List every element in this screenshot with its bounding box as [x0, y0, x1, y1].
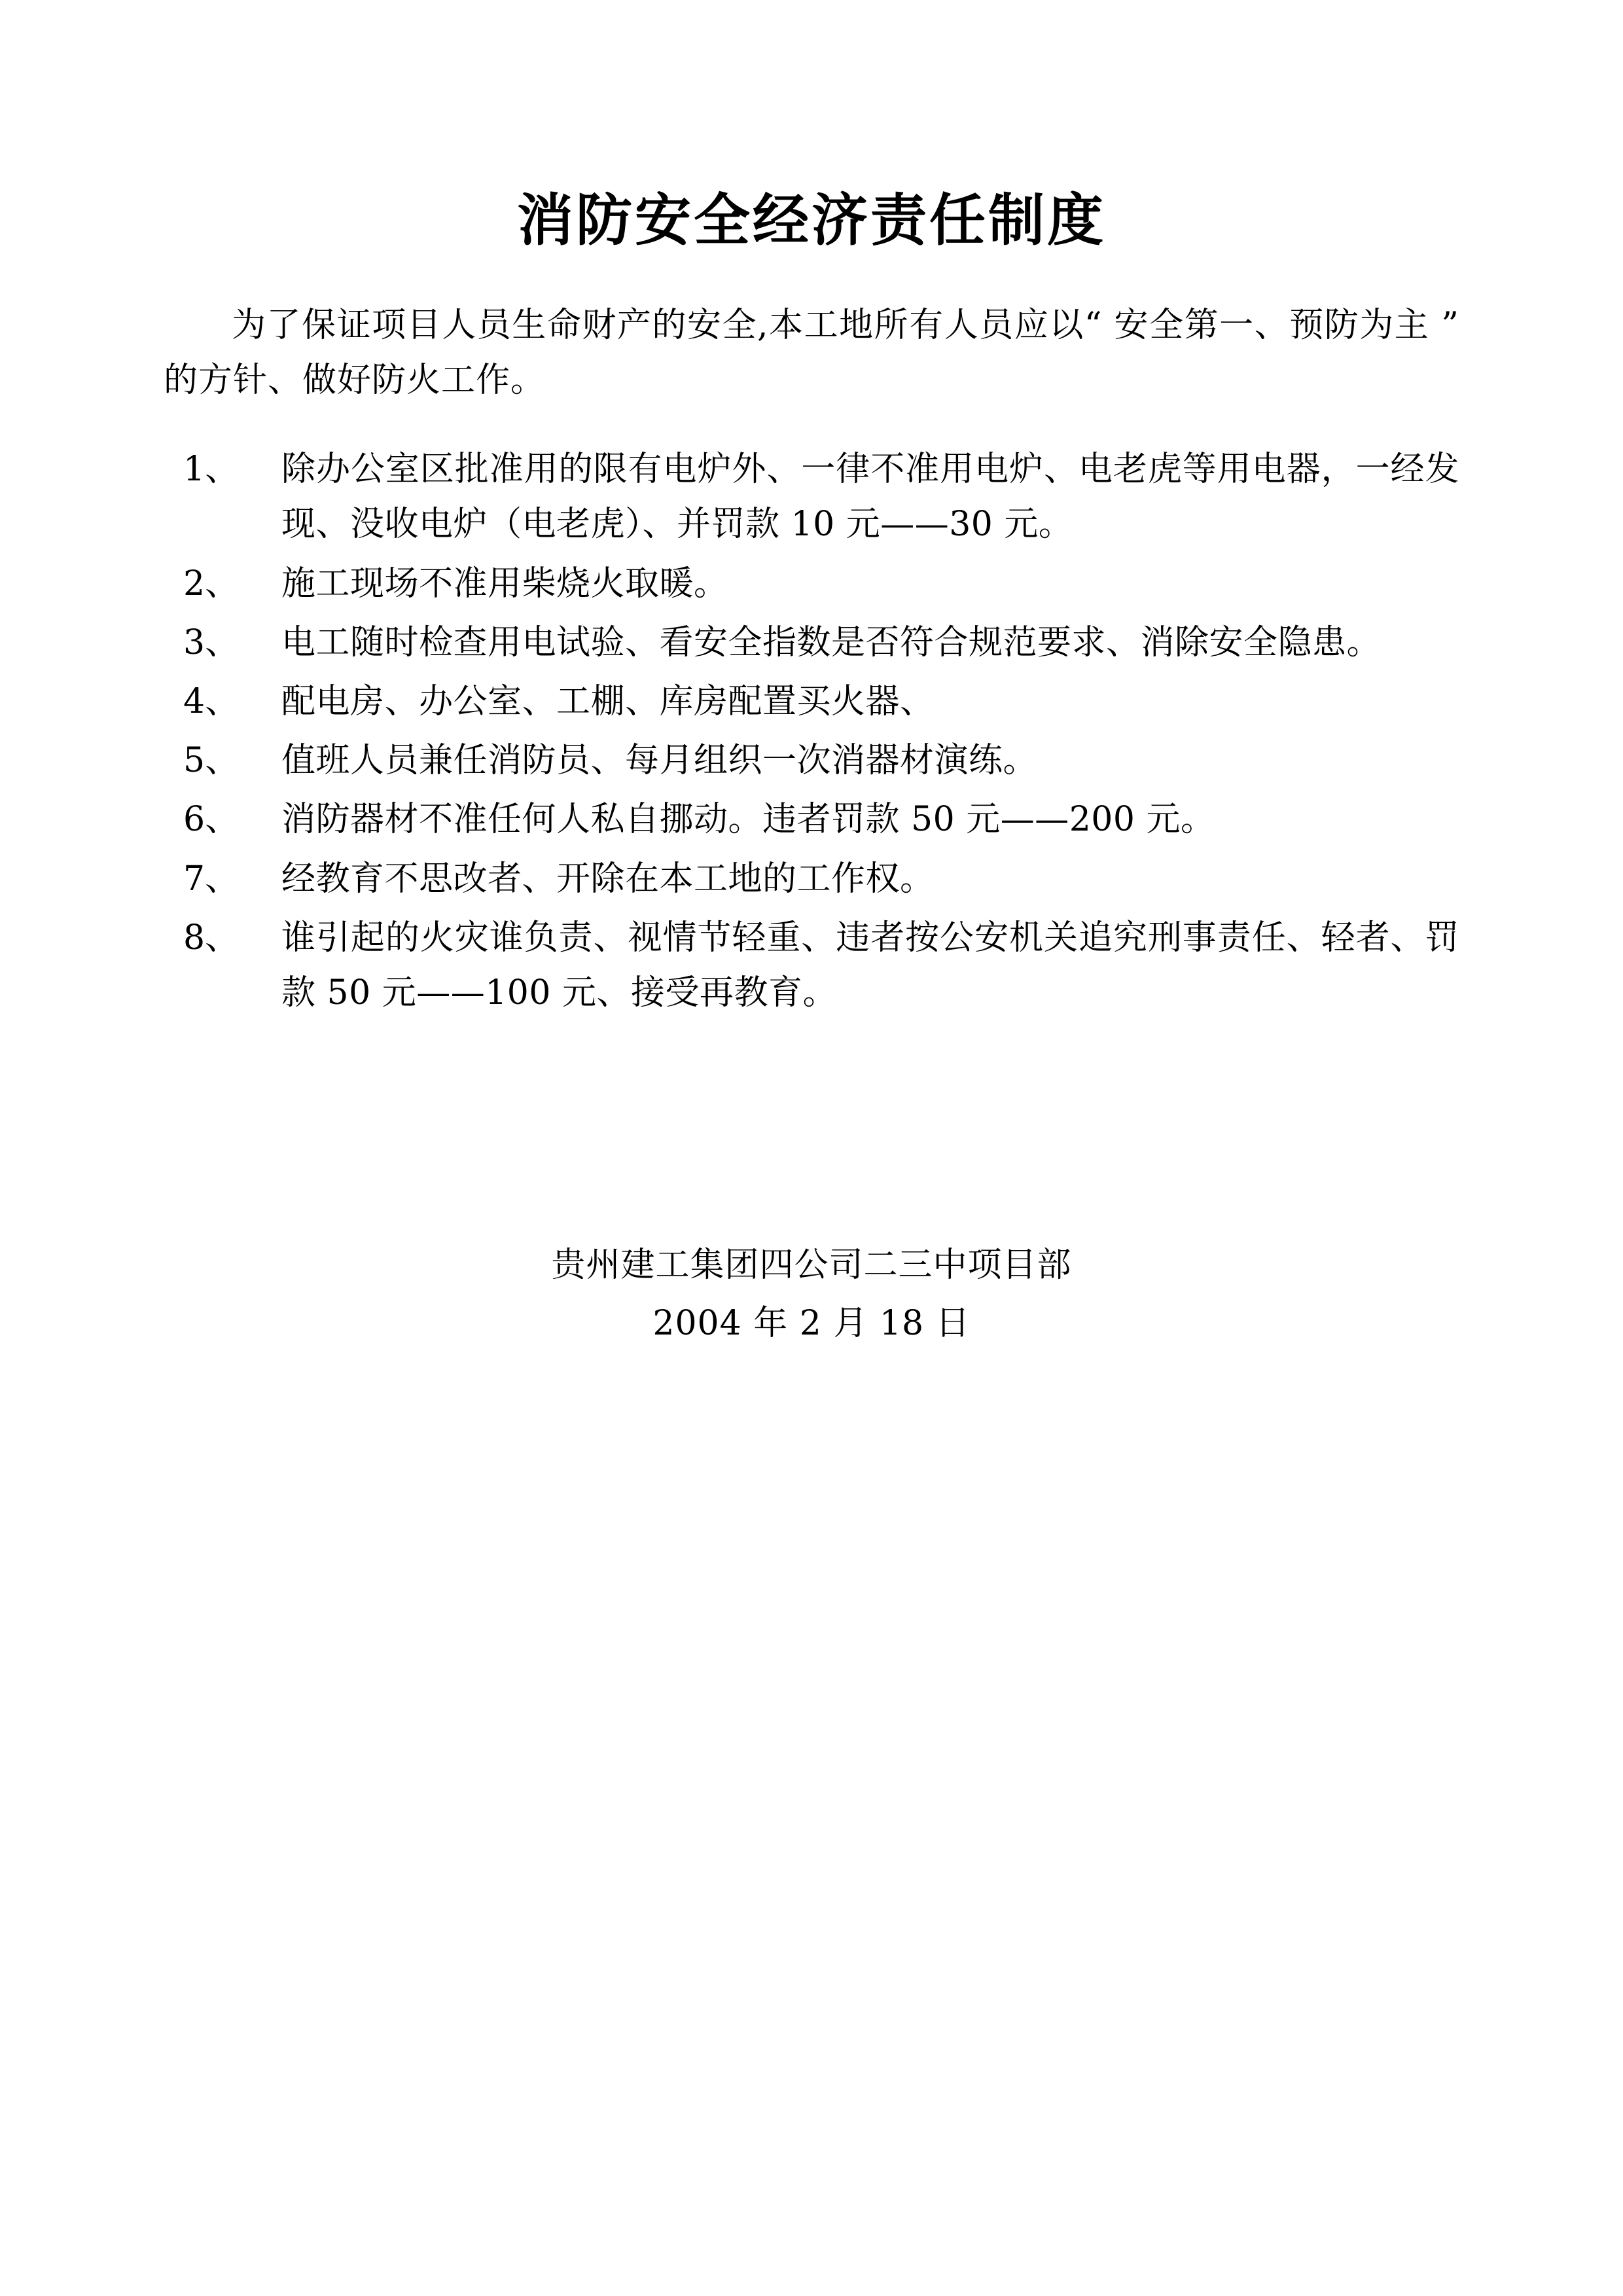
- document-content: [164, 0, 1459, 1352]
- intro-paragraph: 为了保证项目人员生命财产的安全,本工地所有人员应以“ 安全第一、预防为主 ” 的方针、做好防火工作。: [164, 305, 1459, 400]
- list-item: [164, 733, 1459, 788]
- list-item: [164, 556, 1459, 611]
- rule-text: 消防器材不准任何人私自挪动。违者罚款 50 元——200 元。: [281, 800, 1215, 840]
- list-item: [164, 615, 1459, 670]
- rule-text: 谁引起的火灾谁负责、视情节轻重、违者按公安机关追究刑事责任、轻者、罚款 50 元——100 元、接受再教育。: [281, 918, 1459, 1013]
- list-item: [164, 852, 1459, 906]
- list-item: [164, 910, 1459, 1020]
- list-item: [164, 442, 1459, 552]
- rule-number: 5、: [183, 741, 240, 781]
- rule-number: 2、: [183, 564, 240, 603]
- rule-number: 1、: [183, 450, 240, 490]
- signature-organization: 贵州建工集团四公司二三中项目部: [551, 1246, 1072, 1285]
- list-item: [164, 792, 1459, 847]
- rule-text: 除办公室区批准用的限有电炉外、一律不准用电炉、电老虎等用电器，一经发现、没收电炉（电老虎）、并罚款 10 元——30 元。: [281, 450, 1459, 545]
- rule-number: 6、: [183, 800, 240, 840]
- rules-list: [164, 442, 1459, 1020]
- signature-block: [164, 1236, 1459, 1352]
- rule-text: 值班人员兼任消防员、每月组织一次消器材演练。: [281, 741, 1038, 781]
- rule-text: 经教育不思改者、开除在本工地的工作权。: [281, 859, 935, 899]
- rule-text: 施工现场不准用柴烧火取暖。: [281, 564, 728, 603]
- rule-number: 3、: [183, 622, 240, 662]
- list-item: [164, 674, 1459, 729]
- rule-number: 4、: [183, 682, 240, 721]
- rule-number: 8、: [183, 918, 240, 958]
- rule-text: 电工随时检查用电试验、看安全指数是否符合规范要求、消除安全隐患。: [281, 622, 1382, 662]
- rule-text: 配电房、办公室、工棚、库房配置买火器、: [281, 682, 935, 721]
- rule-number: 7、: [183, 859, 240, 899]
- page-title: 消防安全经济责任制度: [517, 188, 1106, 253]
- signature-date: 2004 年 2 月 18 日: [652, 1303, 971, 1343]
